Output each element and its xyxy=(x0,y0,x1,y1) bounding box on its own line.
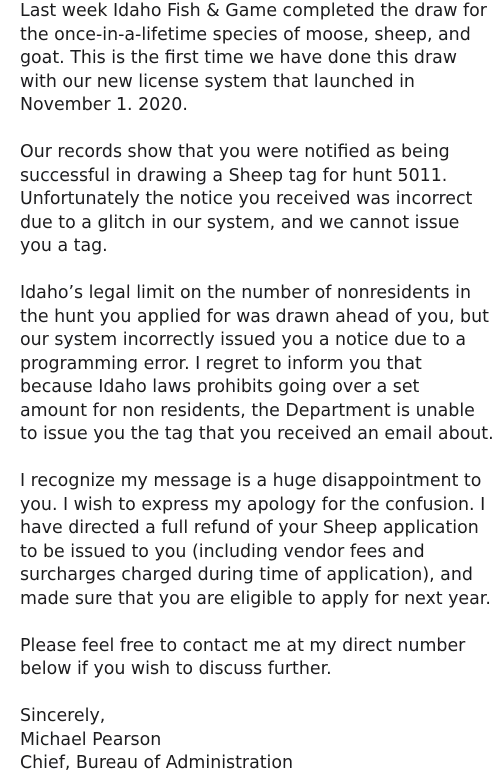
paragraph-spacer xyxy=(20,259,495,283)
text-line: Please feel free to contact me at my direct number xyxy=(20,635,466,656)
text-line: have directed a full refund of your Sheep application xyxy=(20,518,479,538)
text-line: Last week Idaho Fish & Game completed the draw for xyxy=(20,1,487,21)
text-line: successful in drawing a Sheep tag for hunt 5011. xyxy=(20,165,448,186)
text-line: with our new license system that launched in xyxy=(20,71,415,92)
text-line: made sure that you are eligible to apply for next year. xyxy=(20,588,491,609)
text-line: surcharges charged during time of application), and xyxy=(20,565,473,585)
text-line: the once-in-a-lifetime species of moose, sheep, and xyxy=(20,24,471,45)
signature-block xyxy=(20,705,495,776)
paragraph-spacer xyxy=(20,611,495,635)
letter-body xyxy=(20,0,495,776)
text-line: goat. This is the first time we have done this draw xyxy=(20,48,457,68)
paragraph-apology-refund xyxy=(20,470,495,611)
paragraph-spacer xyxy=(20,682,495,706)
text-line: you. I wish to express my apology for the confusion. I xyxy=(20,494,486,515)
text-line: because Idaho laws prohibits going over a set xyxy=(20,377,420,397)
paragraph-spacer xyxy=(20,447,495,471)
text-line: programming error. I regret to inform you that xyxy=(20,353,422,374)
paragraph-legal-limit xyxy=(20,282,495,447)
text-line: to issue you the tag that you received an email about. xyxy=(20,424,494,444)
paragraph-contact xyxy=(20,635,495,682)
text-line: I recognize my message is a huge disappointment to xyxy=(20,471,482,491)
paragraph-notice-error xyxy=(20,141,495,259)
signer-title: Chief, Bureau of Administration xyxy=(20,753,294,773)
text-line: Unfortunately the notice you received was incorrect xyxy=(20,189,473,209)
text-line: our system incorrectly issued you a notice due to a xyxy=(20,330,467,350)
text-line: Idaho’s legal limit on the number of nonresidents in xyxy=(20,283,471,303)
paragraph-spacer xyxy=(20,118,495,142)
text-line: you a tag. xyxy=(20,236,108,256)
text-line: to be issued to you (including vendor fees and xyxy=(20,541,425,562)
text-line: amount for non residents, the Department is unable xyxy=(20,400,475,421)
text-line: the hunt you applied for was drawn ahead of you, but xyxy=(20,306,489,327)
signer-name: Michael Pearson xyxy=(20,729,162,750)
text-line: due to a glitch in our system, and we cannot issue xyxy=(20,212,460,233)
text-line: Our records show that you were notified as being xyxy=(20,142,450,162)
closing-text: Sincerely, xyxy=(20,706,106,726)
text-line: November 1. 2020. xyxy=(20,95,188,115)
paragraph-draw-intro xyxy=(20,0,495,118)
text-line: below if you wish to discuss further. xyxy=(20,659,332,679)
